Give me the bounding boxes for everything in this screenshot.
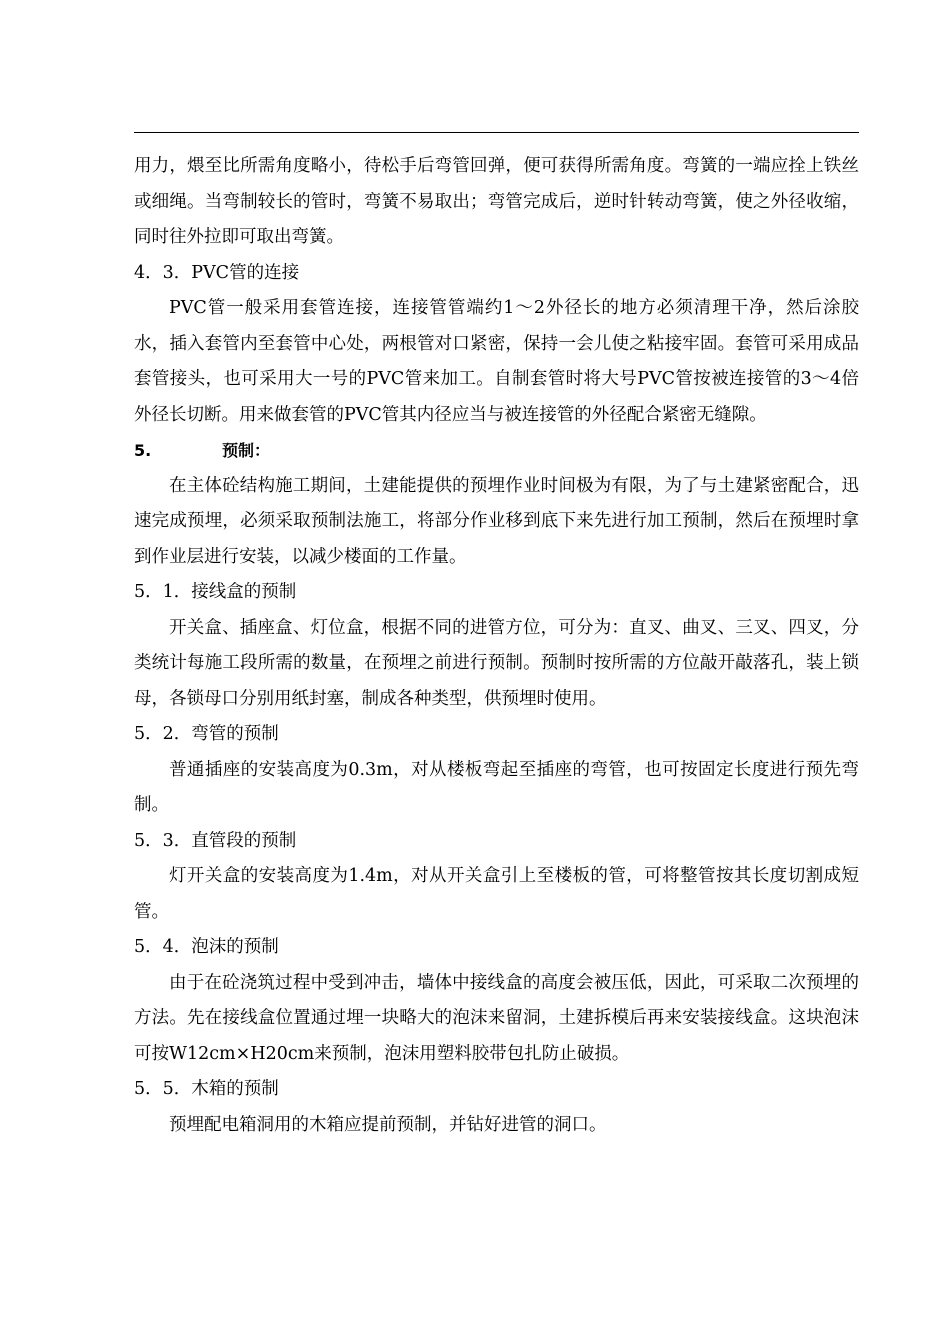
paragraph-5-4: 由于在砼浇筑过程中受到冲击，墙体中接线盒的高度会被压低，因此，可采取二次预埋的方法。先在接线盒位置通过埋一块略大的泡沫来留洞，土建拆模后再来安装接线盒。这块泡沫可按W12cm×H20cm来预制，泡沫用塑料胶带包扎防止破损。 [134,972,859,1064]
paragraph-5-3: 灯开关盒的安装高度为1.4m，对从开关盒引上至楼板的管，可将整管按其长度切割成短管。 [134,866,859,922]
paragraph-4-3: PVC管一般采用套管连接，连接管管端约1～2外径长的地方必须清理干净，然后涂胶水，插入套管内至套管中心处，两根管对口紧密，保持一会儿使之粘接牢固。套管可采用成品套管接头，也可采用大一号的PVC管来加工。自制套管时将大号PVC管按被连接管的3～4倍外径长切断。用来做套管的PVC管其内径应当与被连接管的外径配合紧密无缝隙。 [134,298,859,425]
paragraph-5-5: 预埋配电箱洞用的木箱应提前预制，并钻好进管的洞口。 [169,1114,607,1135]
document-body [134,149,859,1143]
heading-5-1: 5．1．接线盒的预制 [134,582,297,602]
paragraph-5-1: 开关盒、插座盒、灯位盒，根据不同的进管方位，可分为：直叉、曲叉、三叉、四叉，分类统计每施工段所需的数量，在预埋之前进行预制。预制时按所需的方位敲开敲落孔，装上锁母，各锁母口分别用纸封塞，制成各种类型，供预埋时使用。 [134,617,859,709]
continuation-paragraph: 用力，煨至比所需角度略小，待松手后弯管回弹，便可获得所需角度。弯簧的一端应拴上铁丝或细绳。当弯制较长的管时，弯簧不易取出；弯管完成后，逆时针转动弯簧，使之外径收缩，同时往外拉即可取出弯簧。 [134,156,859,247]
paragraph-5-2: 普通插座的安装高度为0.3m，对从楼板弯起至插座的弯管，也可按固定长度进行预先弯制。 [134,759,859,815]
heading-5-2: 5．2．弯管的预制 [134,724,279,744]
heading-5-3: 5．3．直管段的预制 [134,830,297,851]
heading-5 [134,433,859,469]
heading-5-5: 5．5．木箱的预制 [134,1079,279,1099]
heading-4-3: 4．3．PVC管的连接 [134,262,300,283]
heading-5-number: 5. [134,441,152,460]
heading-5-4: 5．4．泡沫的预制 [134,937,279,957]
heading-5-title: 预制： [222,441,271,460]
paragraph-5: 在主体砼结构施工期间，土建能提供的预埋作业时间极为有限，为了与土建紧密配合，迅速完成预埋，必须采取预制法施工，将部分作业移到底下来先进行加工预制，然后在预埋时拿到作业层进行安装，以减少楼面的工作量。 [134,475,859,567]
header-rule [134,132,859,133]
